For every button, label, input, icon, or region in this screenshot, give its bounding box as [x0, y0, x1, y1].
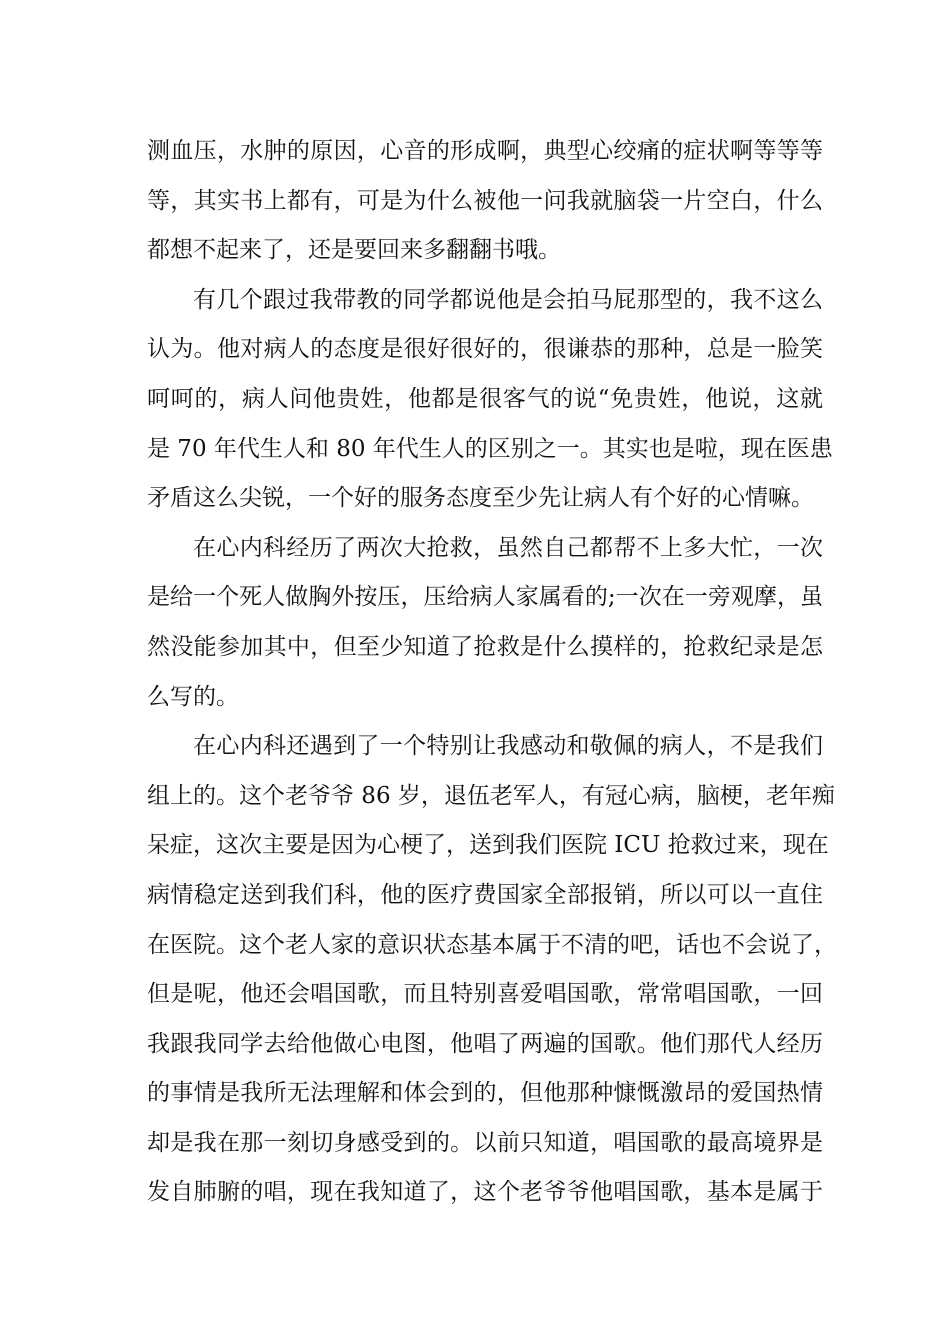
text-line: 的事情是我所无法理解和体会到的，但他那种慷慨激昂的爱国热情 [147, 1080, 823, 1107]
document-body [147, 127, 837, 1218]
text-line: 但是呢，他还会唱国歌，而且特别喜爱唱国歌，常常唱国歌，一回 [147, 981, 823, 1008]
text-line: 发自肺腑的唱，现在我知道了，这个老爷爷他唱国歌，基本是属于 [147, 1179, 823, 1206]
text-line: 在心内科经历了两次大抢救，虽然自己都帮不上多大忙，一次 [193, 534, 823, 561]
text-line: 呆症，这次主要是因为心梗了，送到我们医院 ICU 抢救过来，现在 [147, 832, 829, 859]
text-line: 是给一个死人做胸外按压，压给病人家属看的;一次在一旁观摩，虽 [147, 584, 823, 611]
text-line: 都想不起来了，还是要回来多翻翻书哦。 [147, 237, 561, 264]
text-line: 组上的。这个老爷爷 86 岁，退伍老军人，有冠心病，脑梗，老年痴 [147, 782, 835, 809]
text-line: 病情稳定送到我们科，他的医疗费国家全部报销，所以可以一直住 [147, 881, 823, 908]
text-line: 么写的。 [147, 683, 239, 710]
text-line: 等，其实书上都有，可是为什么被他一问我就脑袋一片空白，什么 [147, 187, 823, 214]
text-line: 测血压，水肿的原因，心音的形成啊，典型心绞痛的症状啊等等等 [147, 138, 823, 164]
text-line: 我跟我同学去给他做心电图，他唱了两遍的国歌。他们那代人经历 [147, 1030, 823, 1057]
text-line: 在心内科还遇到了一个特别让我感动和敬佩的病人，不是我们 [193, 733, 823, 760]
text-line: 有几个跟过我带教的同学都说他是会拍马屁那型的，我不这么 [193, 286, 823, 313]
text-line: 却是我在那一刻切身感受到的。以前只知道，唱国歌的最高境界是 [147, 1129, 823, 1156]
text-line: 矛盾这么尖锐，一个好的服务态度至少先让病人有个好的心情嘛。 [147, 485, 814, 512]
text-line: 呵呵的，病人问他贵姓，他都是很客气的说“免贵姓，他说，这就 [147, 385, 823, 412]
text-line: 在医院。这个老人家的意识状态基本属于不清的吧，话也不会说了， [147, 931, 837, 958]
text-line: 是 70 年代生人和 80 年代生人的区别之一。其实也是啦，现在医患 [147, 435, 833, 462]
text-line: 认为。他对病人的态度是很好很好的，很谦恭的那种，总是一脸笑 [147, 336, 823, 363]
text-line: 然没能参加其中，但至少知道了抢救是什么摸样的，抢救纪录是怎 [147, 633, 823, 660]
